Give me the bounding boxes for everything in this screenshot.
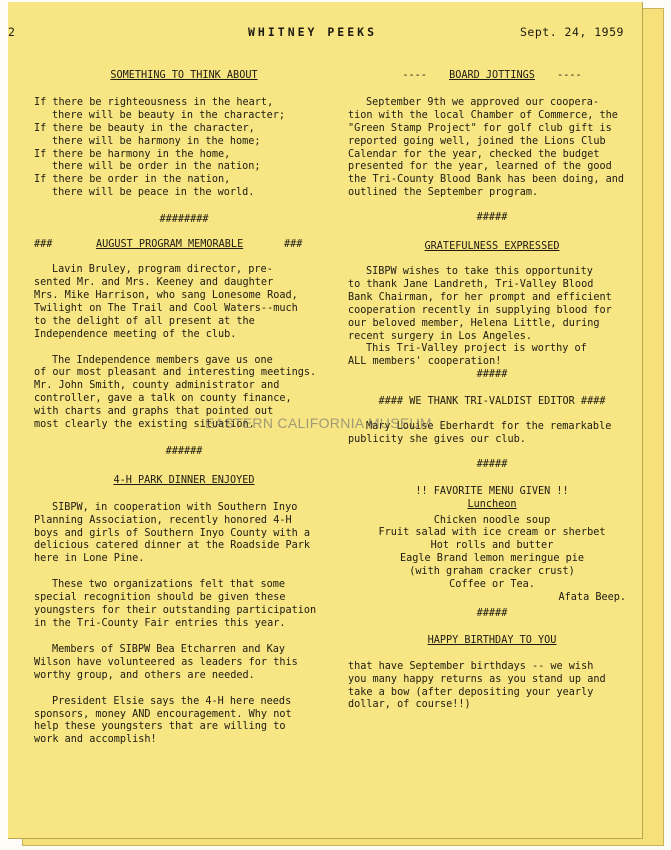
separator: ##### <box>476 369 508 381</box>
text-line: dollar, of course!!) <box>348 699 471 711</box>
text-line: Independence meeting of the club. <box>34 328 237 340</box>
text-line: Bank Chairman, for her prompt and efficient <box>348 291 612 303</box>
menu-list <box>348 515 636 592</box>
poem-line: there will be peace in the world. <box>52 187 255 199</box>
text-line: sented Mr. and Mrs. Keeney and daughter <box>34 276 274 288</box>
text-line: of our most pleasant and interesting meetings. <box>34 367 317 379</box>
menu-item: Hot rolls and butter <box>430 540 554 552</box>
board-paragraph <box>348 97 636 200</box>
section-title-4h: 4-H PARK DINNER ENJOYED <box>113 474 255 486</box>
text-line: worthy group, and others are needed. <box>34 669 255 681</box>
text-line: These two organizations felt that some <box>52 579 286 591</box>
text-line: work and accomplish! <box>34 734 157 746</box>
text-line: SIBPW wishes to take this opportunity <box>366 265 593 277</box>
text-line: Twilight on The Trail and Cool Waters--much <box>34 302 298 314</box>
text-line: SIBPW, in cooperation with Southern Inyo <box>52 501 298 513</box>
museum-watermark: EASTERN CALIFORNIA MUSEUM <box>205 415 432 431</box>
text-line: to the delight of all present at the <box>34 315 255 327</box>
text-line: Members of SIBPW Bea Etcharren and Kay <box>52 643 286 655</box>
text-line: presented for the year, learned of the good <box>348 161 612 173</box>
text-line: "Green Stamp Project" for golf club gift is <box>348 122 612 134</box>
text-line: cooperation recently in supplying blood for <box>348 304 612 316</box>
text-line: special recognition should be given these <box>34 592 286 604</box>
header-mark: ---- <box>402 70 427 81</box>
menu-item: Chicken noodle soup <box>433 514 551 526</box>
separator: ##### <box>476 212 508 224</box>
text-line: The Independence members gave us one <box>52 354 273 366</box>
park-paragraph-3 <box>34 644 334 683</box>
text-line: help these youngsters that are willing to <box>34 721 286 733</box>
text-line: boys and girls of Southern Inyo County with a <box>34 527 311 539</box>
section-title-thank-editor: #### WE THANK TRI-VALDIST EDITOR #### <box>378 396 606 408</box>
left-column <box>34 70 334 747</box>
text-line: that have September birthdays -- we wish <box>348 660 594 672</box>
text-line: the Tri-County Blood Bank has been doing, and <box>348 174 625 186</box>
separator: ##### <box>476 607 508 619</box>
text-line: This Tri-Valley project is worthy of <box>366 343 587 355</box>
header-mark: ### <box>284 239 303 251</box>
newsletter-title: WHITNEY PEEKS <box>248 25 378 39</box>
park-paragraph-4 <box>34 696 334 748</box>
section-header-august <box>34 239 334 253</box>
text-line: youngsters for their outstanding participation <box>34 605 317 617</box>
text-line: reported going well, joined the Lions Club <box>348 135 606 147</box>
poem-line: there will be beauty in the character; <box>52 109 286 121</box>
menu-item: Eagle Brand lemon meringue pie <box>399 553 584 565</box>
text-line: our beloved member, Helena Little, during <box>348 317 600 329</box>
text-line: ALL members' cooperation! <box>348 356 502 368</box>
text-line: controller, gave a talk on county finance, <box>34 393 292 405</box>
right-column <box>348 70 636 712</box>
text-line: Mary Louise Eberhardt for the remarkable <box>366 421 612 433</box>
text-line: in the Tri-County Fair entries this year. <box>34 618 286 629</box>
text-line: you many happy returns as you stand up and <box>348 673 606 685</box>
section-title-gratefulness: GRATEFULNESS EXPRESSED <box>424 241 560 253</box>
menu-credit: Afata Beep. <box>558 592 626 603</box>
text-line: take a bow (after depositing your yearly <box>348 686 594 698</box>
text-line: delicious catered dinner at the Roadside Park <box>34 540 311 552</box>
gratefulness-paragraph-2 <box>348 343 636 369</box>
text-line: Planning Association, recently honored 4-H <box>34 514 292 526</box>
separator: ###### <box>165 445 203 457</box>
text-line: tion with the local Chamber of Commerce, the <box>348 109 618 121</box>
poem-line: there will be order in the nation; <box>52 161 261 173</box>
text-line: Lavin Bruley, program director, pre- <box>52 264 273 276</box>
park-paragraph-2 <box>34 579 334 631</box>
text-line: to thank Jane Landreth, Tri-Valley Blood <box>348 278 594 290</box>
text-line: outlined the September program. <box>348 187 539 199</box>
section-title-birthday: HAPPY BIRTHDAY TO YOU <box>427 634 557 646</box>
park-paragraph-1 <box>34 502 334 567</box>
august-paragraph-1 <box>34 264 334 341</box>
menu-item: Fruit salad with ice cream or sherbet <box>378 527 606 539</box>
section-title-board: BOARD JOTTINGS <box>449 70 535 81</box>
separator: ######## <box>159 214 209 226</box>
birthday-paragraph <box>348 661 636 713</box>
poem-line: there will be harmony in the home; <box>52 135 261 147</box>
menu-subtitle: Luncheon <box>467 498 517 510</box>
header-mark: ### <box>34 239 53 251</box>
issue-date: Sept. 24, 1959 <box>520 25 624 39</box>
gratefulness-paragraph-1 <box>348 266 636 343</box>
section-title-something: SOMETHING TO THINK ABOUT <box>110 70 258 81</box>
header-mark: ---- <box>557 70 582 81</box>
separator: ##### <box>476 458 508 470</box>
section-title-august: AUGUST PROGRAM MEMORABLE <box>96 239 244 251</box>
poem-line: If there be harmony in the home, <box>34 148 231 160</box>
text-line: here in Lone Pine. <box>34 553 145 565</box>
text-line: sponsors, money AND encouragement. Why not <box>34 708 292 720</box>
poem-line: If there be beauty in the character, <box>34 122 255 134</box>
menu-item: (with graham cracker crust) <box>409 566 575 578</box>
page-number: 2 <box>8 25 16 39</box>
section-title-menu: !! FAVORITE MENU GIVEN !! <box>415 485 569 497</box>
text-line: Wilson have volunteered as leaders for this <box>34 656 298 668</box>
poem-line: If there be order in the nation, <box>34 174 231 186</box>
text-line: President Elsie says the 4-H here needs <box>52 695 292 707</box>
text-line: most clearly the existing situation. <box>34 419 255 431</box>
text-line: recent surgery in Los Angeles. <box>348 330 533 342</box>
text-line: publicity she gives our club. <box>348 433 526 445</box>
text-line: Mrs. Mike Harrison, who sang Lonesome Road, <box>34 289 298 301</box>
section-header-board <box>348 70 636 83</box>
menu-item: Coffee or Tea. <box>449 579 535 591</box>
poem <box>34 97 334 200</box>
text-line: Calendar for the year, checked the budget <box>348 148 600 160</box>
poem-line: If there be righteousness in the heart, <box>34 96 274 108</box>
text-line: Mr. John Smith, county administrator and <box>34 380 280 392</box>
text-line: September 9th we approved our coopera- <box>366 96 600 108</box>
text-line: with charts and graphs that pointed out <box>34 406 274 418</box>
